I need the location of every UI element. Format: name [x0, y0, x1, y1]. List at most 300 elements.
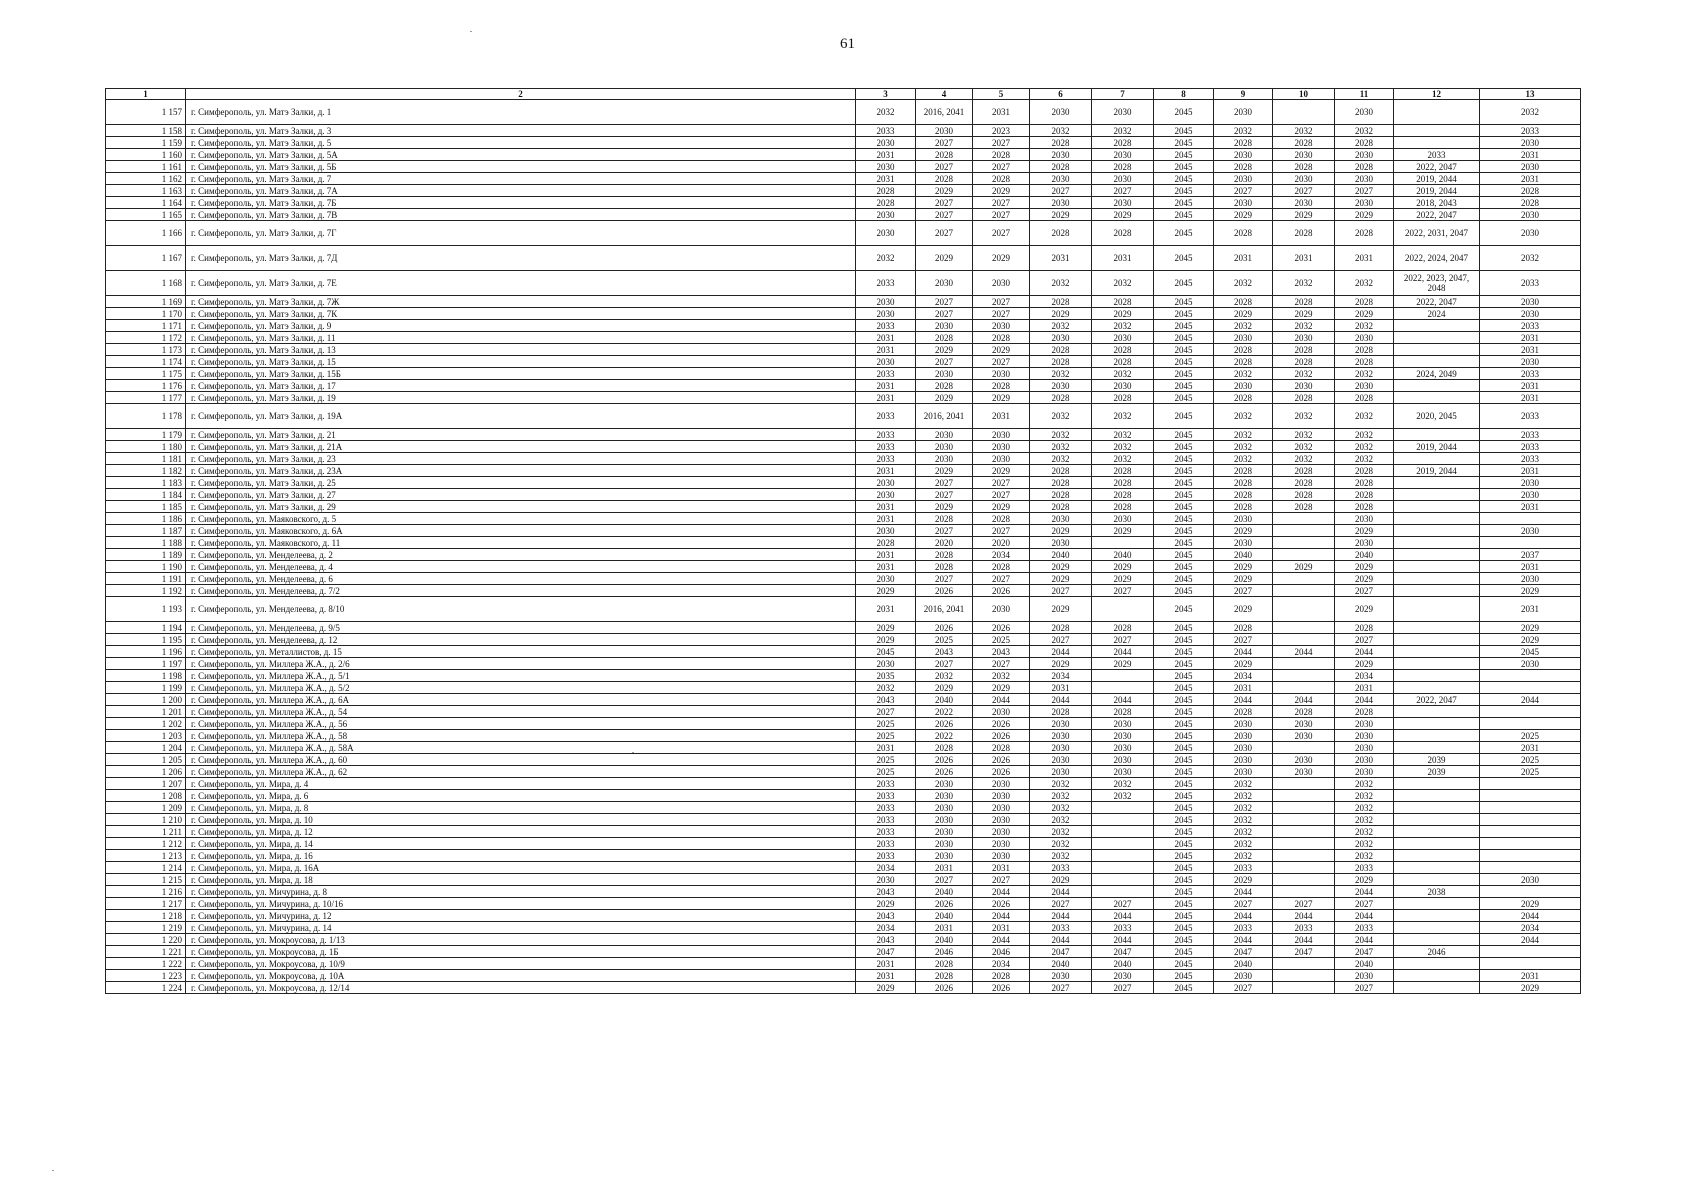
- year-cell: 2030: [1214, 730, 1273, 742]
- year-cell: 2026: [973, 754, 1030, 766]
- year-cell: 2029: [1335, 525, 1394, 537]
- address-cell: г. Симферополь, ул. Менделеева, д. 6: [186, 573, 856, 585]
- column-header: 7: [1092, 89, 1154, 100]
- year-cell: 2030: [916, 814, 973, 826]
- year-cell: 2045: [1154, 850, 1214, 862]
- year-cell: 2028: [856, 185, 916, 197]
- address-cell: г. Симферополь, ул. Матэ Залки, д. 13: [186, 344, 856, 356]
- year-cell: [1273, 958, 1335, 970]
- year-cell: 2032: [1335, 814, 1394, 826]
- year-cell: 2032: [1335, 838, 1394, 850]
- table-row: [106, 173, 1581, 185]
- year-cell: 2045: [1154, 946, 1214, 958]
- year-cell: 2028: [1214, 296, 1273, 308]
- year-cell: 2033: [856, 441, 916, 453]
- year-cell: 2031: [856, 513, 916, 525]
- year-cell: 2027: [1030, 982, 1092, 994]
- address-cell: г. Симферополь, ул. Матэ Залки, д. 7: [186, 173, 856, 185]
- table-row: [106, 271, 1581, 296]
- table-row: [106, 646, 1581, 658]
- year-cell: 2029: [1214, 874, 1273, 886]
- year-cell: [1273, 585, 1335, 597]
- year-cell: 2029: [1480, 982, 1581, 994]
- year-cell: 2028: [1335, 392, 1394, 404]
- year-cell: 2028: [1335, 161, 1394, 173]
- row-number-cell: 1 177: [106, 392, 186, 404]
- year-cell: 2044: [1335, 934, 1394, 946]
- year-cell: 2028: [973, 332, 1030, 344]
- year-cell: 2029: [916, 392, 973, 404]
- year-cell: 2027: [973, 874, 1030, 886]
- year-cell: 2026: [916, 622, 973, 634]
- year-cell: [1092, 802, 1154, 814]
- year-cell: 2030: [1335, 197, 1394, 209]
- year-cell: 2032: [1030, 404, 1092, 429]
- year-cell: 2028: [1214, 344, 1273, 356]
- year-cell: 2030: [1335, 754, 1394, 766]
- year-cell: 2028: [1273, 137, 1335, 149]
- row-number-cell: 1 197: [106, 658, 186, 670]
- table-row: [106, 670, 1581, 682]
- year-cell: 2030: [1030, 970, 1092, 982]
- year-cell: 2029: [1214, 573, 1273, 585]
- row-number-cell: 1 194: [106, 622, 186, 634]
- table-row: [106, 161, 1581, 173]
- address-cell: г. Симферополь, ул. Мира, д. 4: [186, 778, 856, 790]
- year-cell: [1394, 970, 1480, 982]
- year-cell: 2029: [1335, 561, 1394, 573]
- row-number-cell: 1 202: [106, 718, 186, 730]
- address-cell: г. Симферополь, ул. Мира, д. 18: [186, 874, 856, 886]
- address-cell: г. Симферополь, ул. Менделеева, д. 9/5: [186, 622, 856, 634]
- year-cell: 2028: [916, 380, 973, 392]
- year-cell: 2030: [856, 308, 916, 320]
- year-cell: 2026: [973, 718, 1030, 730]
- table-row: [106, 838, 1581, 850]
- year-cell: [1092, 874, 1154, 886]
- year-cell: [1273, 790, 1335, 802]
- year-cell: 2030: [1480, 356, 1581, 368]
- year-cell: 2033: [1030, 922, 1092, 934]
- column-header: 3: [856, 89, 916, 100]
- year-cell: 2031: [856, 970, 916, 982]
- year-cell: 2033: [1335, 862, 1394, 874]
- year-cell: 2044: [1214, 646, 1273, 658]
- address-cell: г. Симферополь, ул. Миллера Ж.А., д. 54: [186, 706, 856, 718]
- year-cell: 2028: [1335, 477, 1394, 489]
- year-cell: [1394, 706, 1480, 718]
- year-cell: 2029: [1092, 658, 1154, 670]
- year-cell: 2027: [1214, 585, 1273, 597]
- year-cell: 2046: [916, 946, 973, 958]
- address-cell: г. Симферополь, ул. Мичурина, д. 8: [186, 886, 856, 898]
- year-cell: 2029: [1335, 209, 1394, 221]
- year-cell: 2029: [973, 344, 1030, 356]
- year-cell: 2032: [1335, 404, 1394, 429]
- year-cell: 2032: [1030, 814, 1092, 826]
- year-cell: 2045: [1154, 380, 1214, 392]
- column-header: 11: [1335, 89, 1394, 100]
- year-cell: 2032: [1030, 850, 1092, 862]
- year-cell: 2032: [1214, 838, 1273, 850]
- year-cell: [1394, 320, 1480, 332]
- year-cell: 2045: [1154, 125, 1214, 137]
- year-cell: [1092, 850, 1154, 862]
- address-cell: г. Симферополь, ул. Матэ Залки, д. 7К: [186, 308, 856, 320]
- year-cell: 2044: [1273, 910, 1335, 922]
- year-cell: 2043: [856, 910, 916, 922]
- year-cell: 2028: [1214, 622, 1273, 634]
- year-cell: [1394, 730, 1480, 742]
- year-cell: 2029: [1273, 308, 1335, 320]
- year-cell: [1273, 100, 1335, 125]
- row-number-cell: 1 164: [106, 197, 186, 209]
- year-cell: 2027: [916, 209, 973, 221]
- year-cell: 2044: [1335, 646, 1394, 658]
- table-row: [106, 477, 1581, 489]
- year-cell: 2029: [1214, 209, 1273, 221]
- year-cell: 2028: [916, 970, 973, 982]
- year-cell: [1273, 982, 1335, 994]
- year-cell: 2029: [856, 585, 916, 597]
- year-cell: 2030: [916, 368, 973, 380]
- year-cell: 2045: [1154, 221, 1214, 246]
- year-cell: 2020: [973, 537, 1030, 549]
- address-cell: г. Симферополь, ул. Миллера Ж.А., д. 58: [186, 730, 856, 742]
- year-cell: 2032: [1214, 778, 1273, 790]
- year-cell: 2032: [1214, 441, 1273, 453]
- year-cell: 2028: [1092, 296, 1154, 308]
- year-cell: [1394, 344, 1480, 356]
- year-cell: 2030: [856, 573, 916, 585]
- address-cell: г. Симферополь, ул. Матэ Залки, д. 5А: [186, 149, 856, 161]
- year-cell: 2030: [973, 826, 1030, 838]
- year-cell: 2030: [973, 838, 1030, 850]
- year-cell: 2027: [1092, 634, 1154, 646]
- table-row: [106, 489, 1581, 501]
- table-row: [106, 826, 1581, 838]
- row-number-cell: 1 201: [106, 706, 186, 718]
- year-cell: 2029: [1335, 874, 1394, 886]
- year-cell: 2028: [1273, 221, 1335, 246]
- table-row: [106, 898, 1581, 910]
- year-cell: 2044: [1030, 694, 1092, 706]
- year-cell: 2027: [1214, 982, 1273, 994]
- row-number-cell: 1 207: [106, 778, 186, 790]
- year-cell: 2027: [1030, 898, 1092, 910]
- year-cell: [1394, 634, 1480, 646]
- year-cell: 2032: [1273, 441, 1335, 453]
- table-row: [106, 946, 1581, 958]
- year-cell: 2024, 2049: [1394, 368, 1480, 380]
- year-cell: 2030: [856, 209, 916, 221]
- year-cell: 2028: [1214, 392, 1273, 404]
- year-cell: [1273, 874, 1335, 886]
- year-cell: 2029: [973, 185, 1030, 197]
- year-cell: 2030: [916, 826, 973, 838]
- year-cell: 2031: [1214, 246, 1273, 271]
- year-cell: 2029: [1030, 308, 1092, 320]
- year-cell: [1480, 958, 1581, 970]
- year-cell: 2032: [1214, 125, 1273, 137]
- year-cell: 2032: [856, 682, 916, 694]
- year-cell: 2029: [856, 622, 916, 634]
- year-cell: 2030: [1030, 332, 1092, 344]
- address-cell: г. Симферополь, ул. Матэ Залки, д. 19: [186, 392, 856, 404]
- address-cell: г. Симферополь, ул. Мира, д. 16А: [186, 862, 856, 874]
- row-number-cell: 1 174: [106, 356, 186, 368]
- year-cell: 2030: [1214, 380, 1273, 392]
- year-cell: 2045: [1154, 802, 1214, 814]
- year-cell: 2028: [1214, 465, 1273, 477]
- row-number-cell: 1 222: [106, 958, 186, 970]
- address-cell: г. Симферополь, ул. Миллера Ж.А., д. 56: [186, 718, 856, 730]
- year-cell: 2044: [1335, 886, 1394, 898]
- year-cell: 2028: [1273, 501, 1335, 513]
- year-cell: 2030: [916, 271, 973, 296]
- year-cell: 2032: [1214, 850, 1273, 862]
- year-cell: 2030: [856, 489, 916, 501]
- year-cell: 2030: [1030, 197, 1092, 209]
- row-number-cell: 1 165: [106, 209, 186, 221]
- year-cell: 2039: [1394, 754, 1480, 766]
- year-cell: 2032: [1030, 320, 1092, 332]
- year-cell: 2040: [1092, 549, 1154, 561]
- year-cell: 2045: [1154, 453, 1214, 465]
- year-cell: [1394, 332, 1480, 344]
- year-cell: 2032: [1335, 850, 1394, 862]
- year-cell: 2030: [1273, 380, 1335, 392]
- year-cell: 2032: [1273, 453, 1335, 465]
- year-cell: 2028: [1092, 622, 1154, 634]
- schedule-table: [105, 88, 1581, 994]
- year-cell: [1394, 585, 1480, 597]
- year-cell: 2032: [1335, 453, 1394, 465]
- year-cell: 2040: [1030, 549, 1092, 561]
- row-number-cell: 1 161: [106, 161, 186, 173]
- year-cell: 2047: [856, 946, 916, 958]
- year-cell: 2030: [1214, 742, 1273, 754]
- year-cell: 2030: [916, 453, 973, 465]
- address-cell: г. Симферополь, ул. Мичурина, д. 10/16: [186, 898, 856, 910]
- address-cell: г. Симферополь, ул. Мокроусова, д. 12/14: [186, 982, 856, 994]
- year-cell: [1480, 838, 1581, 850]
- year-cell: 2045: [1154, 100, 1214, 125]
- year-cell: 2044: [1214, 910, 1273, 922]
- year-cell: 2024: [1394, 308, 1480, 320]
- year-cell: 2028: [973, 561, 1030, 573]
- year-cell: [1394, 549, 1480, 561]
- year-cell: 2028: [916, 513, 973, 525]
- year-cell: 2030: [1092, 718, 1154, 730]
- year-cell: 2032: [1480, 246, 1581, 271]
- year-cell: 2031: [856, 501, 916, 513]
- row-number-cell: 1 213: [106, 850, 186, 862]
- year-cell: 2032: [916, 670, 973, 682]
- row-number-cell: 1 182: [106, 465, 186, 477]
- address-cell: г. Симферополь, ул. Менделеева, д. 8/10: [186, 597, 856, 622]
- year-cell: 2045: [1154, 296, 1214, 308]
- year-cell: [1480, 814, 1581, 826]
- year-cell: 2027: [1335, 982, 1394, 994]
- year-cell: 2028: [1480, 197, 1581, 209]
- year-cell: 2025: [973, 634, 1030, 646]
- year-cell: 2033: [1480, 453, 1581, 465]
- year-cell: 2030: [916, 790, 973, 802]
- year-cell: 2022, 2047: [1394, 296, 1480, 308]
- year-cell: 2045: [1154, 826, 1214, 838]
- year-cell: 2045: [1154, 658, 1214, 670]
- row-number-cell: 1 205: [106, 754, 186, 766]
- row-number-cell: 1 162: [106, 173, 186, 185]
- page-number: 61: [840, 36, 855, 52]
- year-cell: 2027: [1214, 185, 1273, 197]
- year-cell: 2029: [1214, 561, 1273, 573]
- year-cell: 2032: [1092, 790, 1154, 802]
- year-cell: 2045: [1154, 441, 1214, 453]
- year-cell: 2026: [916, 718, 973, 730]
- year-cell: 2029: [1480, 898, 1581, 910]
- table-row: [106, 185, 1581, 197]
- year-cell: 2040: [1214, 549, 1273, 561]
- year-cell: 2039: [1394, 766, 1480, 778]
- year-cell: 2031: [1480, 742, 1581, 754]
- address-cell: г. Симферополь, ул. Мокроусова, д. 1/13: [186, 934, 856, 946]
- year-cell: 2033: [856, 850, 916, 862]
- row-number-cell: 1 214: [106, 862, 186, 874]
- year-cell: 2045: [1154, 597, 1214, 622]
- year-cell: 2030: [973, 271, 1030, 296]
- year-cell: 2032: [1092, 125, 1154, 137]
- year-cell: 2045: [1154, 404, 1214, 429]
- year-cell: 2032: [1092, 368, 1154, 380]
- table-row: [106, 874, 1581, 886]
- row-number-cell: 1 190: [106, 561, 186, 573]
- year-cell: [1394, 392, 1480, 404]
- year-cell: 2028: [1092, 465, 1154, 477]
- year-cell: 2030: [1092, 766, 1154, 778]
- year-cell: 2027: [973, 658, 1030, 670]
- address-cell: г. Симферополь, ул. Менделеева, д. 4: [186, 561, 856, 573]
- year-cell: 2031: [1480, 970, 1581, 982]
- row-number-cell: 1 208: [106, 790, 186, 802]
- table-body: [106, 100, 1581, 994]
- year-cell: 2029: [1030, 525, 1092, 537]
- year-cell: 2030: [1214, 970, 1273, 982]
- year-cell: 2032: [1092, 453, 1154, 465]
- year-cell: 2044: [1273, 646, 1335, 658]
- year-cell: [1273, 814, 1335, 826]
- address-cell: г. Симферополь, ул. Мира, д. 12: [186, 826, 856, 838]
- year-cell: 2033: [856, 790, 916, 802]
- year-cell: [1273, 826, 1335, 838]
- address-cell: г. Симферополь, ул. Матэ Залки, д. 21А: [186, 441, 856, 453]
- address-cell: г. Симферополь, ул. Матэ Залки, д. 5: [186, 137, 856, 149]
- year-cell: 2032: [1030, 271, 1092, 296]
- year-cell: 2027: [916, 197, 973, 209]
- year-cell: 2032: [1335, 271, 1394, 296]
- year-cell: 2033: [1214, 922, 1273, 934]
- year-cell: 2029: [1030, 658, 1092, 670]
- year-cell: 2030: [856, 525, 916, 537]
- year-cell: [1394, 380, 1480, 392]
- year-cell: 2022, 2031, 2047: [1394, 221, 1480, 246]
- column-header: 9: [1214, 89, 1273, 100]
- scan-speck: [52, 1170, 54, 1171]
- year-cell: 2023: [973, 125, 1030, 137]
- year-cell: 2028: [1092, 356, 1154, 368]
- year-cell: 2030: [856, 296, 916, 308]
- year-cell: 2027: [1092, 585, 1154, 597]
- year-cell: 2027: [916, 296, 973, 308]
- year-cell: 2045: [1154, 308, 1214, 320]
- year-cell: 2045: [1154, 898, 1214, 910]
- year-cell: 2028: [856, 537, 916, 549]
- address-cell: г. Симферополь, ул. Мира, д. 14: [186, 838, 856, 850]
- year-cell: 2027: [973, 197, 1030, 209]
- year-cell: 2031: [973, 404, 1030, 429]
- year-cell: 2027: [916, 137, 973, 149]
- year-cell: 2019, 2044: [1394, 441, 1480, 453]
- year-cell: 2030: [1214, 149, 1273, 161]
- year-cell: 2031: [1480, 392, 1581, 404]
- address-cell: г. Симферополь, ул. Мичурина, д. 14: [186, 922, 856, 934]
- row-number-cell: 1 191: [106, 573, 186, 585]
- year-cell: 2019, 2044: [1394, 173, 1480, 185]
- year-cell: [1394, 670, 1480, 682]
- year-cell: [1273, 525, 1335, 537]
- year-cell: 2035: [856, 670, 916, 682]
- year-cell: 2029: [916, 185, 973, 197]
- year-cell: 2033: [856, 802, 916, 814]
- year-cell: 2027: [916, 489, 973, 501]
- year-cell: 2045: [1154, 910, 1214, 922]
- year-cell: 2030: [1480, 209, 1581, 221]
- row-number-cell: 1 199: [106, 682, 186, 694]
- year-cell: [1480, 802, 1581, 814]
- address-cell: г. Симферополь, ул. Матэ Залки, д. 21: [186, 429, 856, 441]
- address-cell: г. Симферополь, ул. Матэ Залки, д. 5Б: [186, 161, 856, 173]
- year-cell: 2018, 2043: [1394, 197, 1480, 209]
- year-cell: 2044: [1480, 910, 1581, 922]
- row-number-cell: 1 209: [106, 802, 186, 814]
- row-number-cell: 1 196: [106, 646, 186, 658]
- year-cell: [1394, 453, 1480, 465]
- year-cell: 2029: [916, 344, 973, 356]
- year-cell: 2033: [1480, 125, 1581, 137]
- row-number-cell: 1 219: [106, 922, 186, 934]
- year-cell: 2034: [856, 862, 916, 874]
- row-number-cell: 1 170: [106, 308, 186, 320]
- year-cell: 2032: [1092, 271, 1154, 296]
- year-cell: [1394, 814, 1480, 826]
- year-cell: 2027: [1092, 982, 1154, 994]
- year-cell: 2026: [973, 982, 1030, 994]
- year-cell: 2028: [916, 149, 973, 161]
- year-cell: 2030: [916, 429, 973, 441]
- year-cell: 2032: [973, 670, 1030, 682]
- table-row: [106, 296, 1581, 308]
- address-cell: г. Симферополь, ул. Миллера Ж.А., д. 60: [186, 754, 856, 766]
- year-cell: 2028: [1273, 161, 1335, 173]
- year-cell: [1273, 682, 1335, 694]
- year-cell: 2045: [1154, 513, 1214, 525]
- row-number-cell: 1 223: [106, 970, 186, 982]
- year-cell: [1273, 862, 1335, 874]
- year-cell: [1273, 850, 1335, 862]
- row-number-cell: 1 218: [106, 910, 186, 922]
- year-cell: 2026: [973, 585, 1030, 597]
